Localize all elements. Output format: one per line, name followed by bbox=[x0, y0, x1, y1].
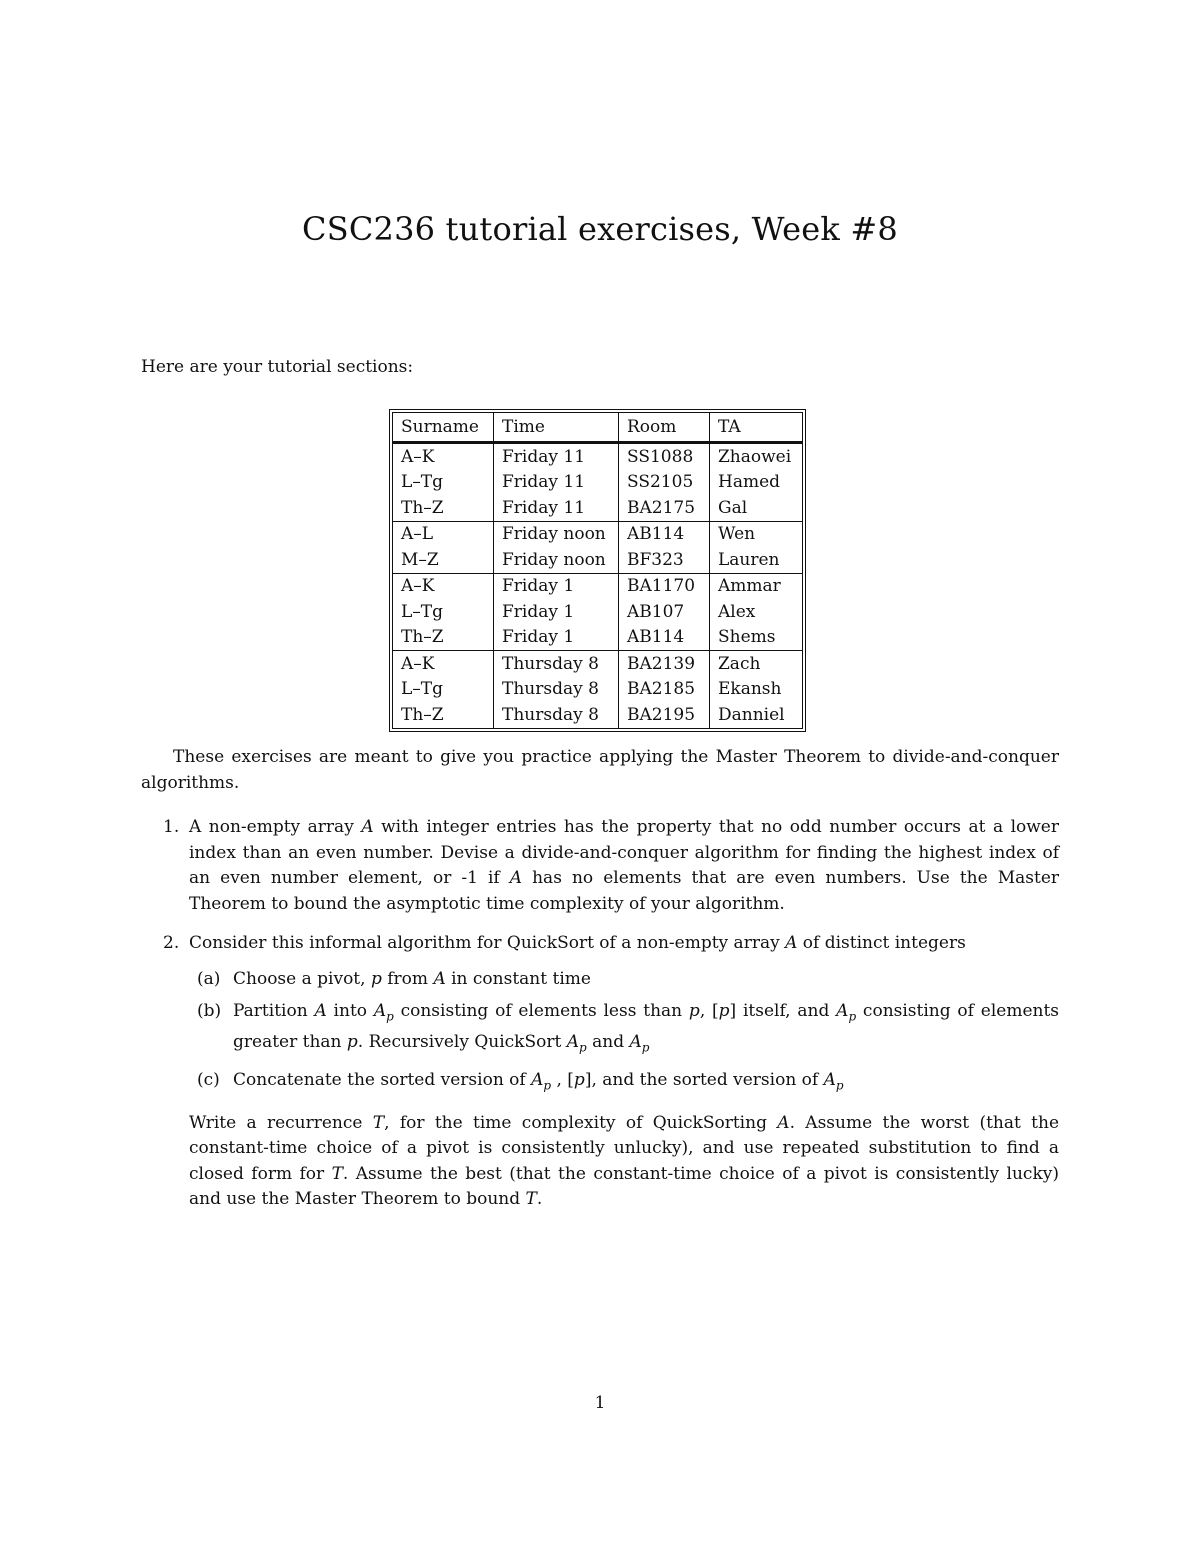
math-var: A bbox=[509, 868, 523, 888]
text-run: with integer entries has the property that no odd number occurs at a lower index than an even number. Devise a divide-and-conquer algorithm for finding the highest index of an even number element, or -1 if bbox=[189, 817, 1059, 888]
table-row bbox=[393, 547, 802, 573]
exercise-2-intro bbox=[189, 933, 966, 953]
cell-time: Thursday 8 bbox=[494, 650, 619, 677]
table-row bbox=[393, 702, 802, 728]
cell-time: Thursday 8 bbox=[494, 702, 619, 728]
tutorial-sections-table-wrapper bbox=[392, 412, 803, 729]
text-run: A non-empty array bbox=[189, 817, 362, 837]
cell-surname: M–Z bbox=[393, 547, 494, 573]
cell-ta: Danniel bbox=[718, 704, 785, 725]
text-run: consisting of elements greater than bbox=[233, 1001, 1060, 1052]
cell-ta: Alex bbox=[718, 601, 756, 622]
cell-room: SS1088 bbox=[619, 442, 710, 470]
exercise-2-closing bbox=[189, 1113, 1059, 1210]
cell-ta: Gal bbox=[718, 497, 748, 518]
cell-time: Friday 1 bbox=[494, 599, 619, 625]
cell-room: BA2185 bbox=[619, 677, 710, 703]
exercise-2 bbox=[141, 931, 1059, 1213]
page-title: CSC236 tutorial exercises, Week #8 bbox=[302, 210, 898, 248]
table-row bbox=[393, 677, 802, 703]
math-var: T bbox=[331, 1163, 343, 1184]
cell-room: SS2105 bbox=[619, 470, 710, 496]
cell-time: Friday 1 bbox=[494, 625, 619, 651]
math-subscript: p bbox=[386, 1009, 394, 1024]
text-run: and bbox=[586, 1031, 630, 1052]
math-var: A bbox=[373, 1001, 387, 1021]
math-var: A bbox=[823, 1069, 836, 1090]
section-group-friday-noon bbox=[393, 521, 802, 573]
math-var: A bbox=[531, 1069, 544, 1090]
math-var: A bbox=[629, 1031, 642, 1052]
math-subscript: p bbox=[579, 1040, 587, 1055]
text-run: , [ bbox=[699, 1001, 719, 1021]
header-time: Time bbox=[494, 413, 619, 442]
text-run: . Recursively QuickSort bbox=[357, 1031, 567, 1052]
step-a bbox=[189, 967, 1059, 993]
math-subscript: p bbox=[848, 1009, 857, 1024]
math-var: A bbox=[361, 817, 374, 837]
cell-room: AB114 bbox=[619, 625, 710, 651]
math-subscript: p bbox=[835, 1078, 844, 1093]
exercise-number: 2. bbox=[163, 933, 180, 953]
text-run: in constant time bbox=[445, 968, 591, 989]
cell-time: Friday noon bbox=[494, 547, 619, 573]
text-run: Consider this informal algorithm for QuickSort of a non-empty array bbox=[189, 933, 786, 953]
table-row bbox=[393, 442, 802, 470]
math-var: p bbox=[573, 1069, 585, 1090]
cell-time: Friday 11 bbox=[494, 442, 619, 470]
cell-room: AB114 bbox=[619, 521, 710, 548]
math-var: A bbox=[836, 1001, 849, 1021]
step-label: (a) bbox=[197, 968, 221, 989]
text-run: of distinct integers bbox=[797, 933, 966, 953]
intro-paragraph: These exercises are meant to give you practice applying the Master Theorem to divide-and-conquer algorithms. bbox=[141, 747, 1059, 793]
math-subscript: p bbox=[641, 1040, 650, 1055]
cell-surname: A–L bbox=[393, 521, 494, 548]
cell-room: AB107 bbox=[619, 599, 710, 625]
text-run: Concatenate the sorted version of bbox=[233, 1069, 532, 1090]
table-header-row bbox=[393, 413, 802, 442]
cell-room: BF323 bbox=[619, 547, 710, 573]
math-var: T bbox=[525, 1189, 537, 1210]
cell-ta: Zach bbox=[710, 650, 802, 677]
math-var: A bbox=[785, 933, 798, 953]
section-group-friday-11 bbox=[393, 442, 802, 521]
step-b bbox=[189, 999, 1059, 1061]
math-var: A bbox=[566, 1031, 580, 1052]
cell-ta: Zhaowei bbox=[710, 442, 802, 470]
text-run: Choose a pivot, bbox=[233, 968, 371, 989]
cell-time: Friday 1 bbox=[494, 573, 619, 600]
cell-surname: L–Tg bbox=[393, 470, 494, 496]
table-row bbox=[393, 650, 802, 677]
cell-time: Friday 11 bbox=[494, 495, 619, 521]
math-var: p bbox=[370, 968, 382, 989]
intro-text: Here are your tutorial sections: bbox=[141, 357, 414, 377]
cell-ta: Wen bbox=[710, 521, 802, 548]
math-var: p bbox=[346, 1031, 358, 1052]
text-run: Partition bbox=[233, 1001, 315, 1021]
section-group-friday-1 bbox=[393, 573, 802, 651]
step-label: (b) bbox=[197, 1001, 222, 1021]
exercise-1-text bbox=[189, 817, 1059, 914]
text-run: from bbox=[381, 968, 434, 989]
text-run: has no elements that are even numbers. Use the Master Theorem to bound the asymptotic time complexity of your algorithm. bbox=[189, 868, 1060, 914]
cell-surname: A–K bbox=[393, 442, 494, 470]
text-run: . Assume the best (that the constant-time choice of a pivot is consistently lucky) and use the Master Theorem to bound bbox=[189, 1163, 1059, 1210]
text-run: . Assume the worst (that the constant-time choice of a pivot is consistently unlucky), and use repeated substitution to find a closed form for bbox=[189, 1112, 1060, 1184]
math-var: T bbox=[372, 1112, 385, 1133]
cell-surname: L–Tg bbox=[393, 599, 494, 625]
cell-surname: L–Tg bbox=[393, 677, 494, 703]
cell-room: BA2195 bbox=[619, 702, 710, 728]
cell-surname: A–K bbox=[393, 573, 494, 600]
math-var: A bbox=[777, 1112, 790, 1133]
text-run: Write a recurrence bbox=[189, 1112, 373, 1133]
step-c bbox=[189, 1068, 1059, 1099]
table-row bbox=[393, 495, 802, 521]
cell-ta: Ekansh bbox=[718, 679, 782, 700]
cell-ta: Ammar bbox=[710, 573, 802, 600]
exercise-1 bbox=[141, 815, 1059, 917]
cell-room: BA2139 bbox=[619, 650, 710, 677]
section-group-thursday-8 bbox=[393, 650, 802, 728]
cell-time: Thursday 8 bbox=[494, 677, 619, 703]
cell-room: BA2175 bbox=[619, 495, 710, 521]
text-run: , [ bbox=[551, 1069, 574, 1090]
math-var: A bbox=[433, 968, 446, 989]
table-row bbox=[393, 599, 802, 625]
text-run: , for the time complexity of QuickSorting bbox=[384, 1112, 778, 1133]
text-run: into bbox=[326, 1001, 374, 1021]
text-run: . bbox=[536, 1189, 543, 1210]
table-header bbox=[393, 413, 802, 442]
exercise-list bbox=[141, 815, 1059, 1227]
table-row bbox=[393, 470, 802, 496]
cell-surname: Th–Z bbox=[393, 495, 494, 521]
tutorial-sections-table bbox=[392, 412, 803, 729]
header-ta: TA bbox=[710, 413, 802, 442]
text-run: ] itself, and bbox=[729, 1001, 837, 1021]
cell-ta: Shems bbox=[718, 627, 776, 648]
cell-surname: Th–Z bbox=[393, 625, 494, 651]
cell-ta: Hamed bbox=[718, 472, 781, 493]
cell-ta: Lauren bbox=[718, 549, 780, 570]
math-var: A bbox=[314, 1001, 327, 1021]
table-row bbox=[393, 521, 802, 548]
exercise-number: 1. bbox=[163, 817, 180, 837]
text-run: consisting of elements less than bbox=[393, 1001, 689, 1021]
math-var: p bbox=[688, 1001, 700, 1021]
text-run: ], and the sorted version of bbox=[584, 1069, 824, 1090]
math-subscript: p bbox=[543, 1078, 552, 1093]
cell-room: BA1170 bbox=[619, 573, 710, 600]
algorithm-steps bbox=[189, 967, 1059, 1099]
cell-time: Friday noon bbox=[494, 521, 619, 548]
header-surname: Surname bbox=[393, 413, 494, 442]
cell-time: Friday 11 bbox=[494, 470, 619, 496]
page-number: 1 bbox=[594, 1393, 606, 1413]
table-row bbox=[393, 573, 802, 600]
math-var: p bbox=[718, 1001, 730, 1021]
cell-surname: Th–Z bbox=[393, 702, 494, 728]
cell-surname: A–K bbox=[393, 650, 494, 677]
step-label: (c) bbox=[197, 1069, 220, 1090]
table-row bbox=[393, 625, 802, 651]
header-room: Room bbox=[619, 413, 710, 442]
